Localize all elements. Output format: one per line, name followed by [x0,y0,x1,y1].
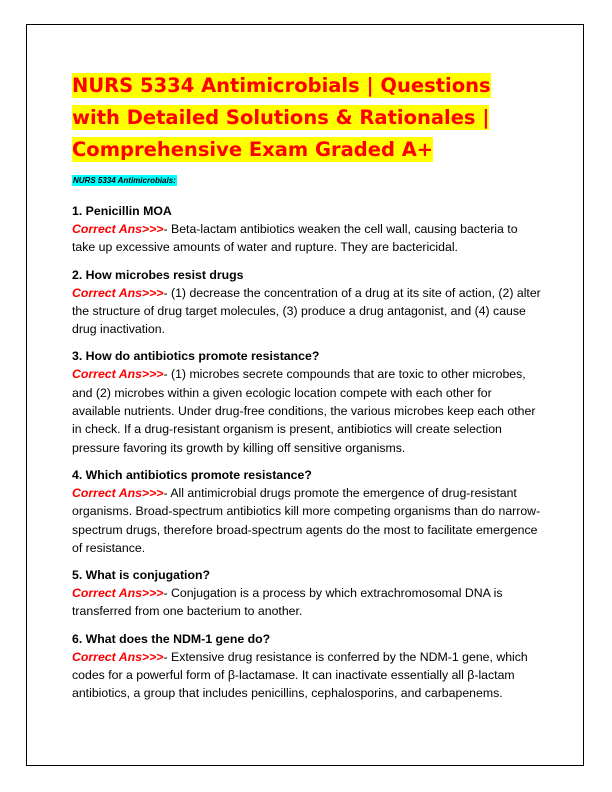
answer-text-4: - All antimicrobial drugs promote the emergence of drug-resistant organisms. Broad-spectrum antibiotics kill more competing organisms than do narrow-spectrum drugs, therefore broad-spectrum agents do the most to facilitate emergence of resistance. [72,485,541,555]
document-subtitle-highlight: NURS 5334 Antimicrobials: [73,176,176,185]
correct-answer-label: Correct Ans>>> [72,649,164,664]
document-subtitle [72,176,542,186]
answer-3 [72,365,542,456]
question-block-6 [72,630,542,703]
document-title [72,70,542,166]
answer-text-3: - (1) microbes secrete compounds that are toxic to other microbes, and (2) microbes within a given ecologic location compete with each other for available nutrients. Under drug-free conditions, the various microbes keep each other in check. If a drug-resistant organism is present, antibiotics will create selection pressure favoring its growth by killing off sensitive organisms. [72,367,536,455]
answer-6 [72,648,542,703]
question-block-4 [72,466,542,557]
answer-text-1: - Beta-lactam antibiotics weaken the cell wall, causing bacteria to take up excessive amounts of water and rupture. They are bactericidal. [72,222,518,255]
correct-answer-label: Correct Ans>>> [72,586,164,601]
question-2: 2. How microbes resist drugs [72,267,244,282]
question-3: 3. How do antibiotics promote resistance? [72,349,320,364]
question-6: 6. What does the NDM-1 gene do? [72,631,271,646]
answer-5 [72,584,542,621]
answer-text-2: - (1) decrease the concentration of a drug at its site of action, (2) alter the structure of drug target molecules, (3) produce a drug antagonist, and (4) cause drug inactivation. [72,285,541,337]
document-title-highlight: NURS 5334 Antimicrobials | Questions with Detailed Solutions & Rationales | Comprehensive Exam Graded A+ [72,74,491,161]
answer-4 [72,484,542,557]
correct-answer-label: Correct Ans>>> [72,285,164,300]
question-1: 1. Penicillin MOA [72,204,172,218]
question-5: 5. What is conjugation? [72,568,210,583]
answer-2 [72,284,542,339]
answer-text-6: - Extensive drug resistance is conferred by the NDM-1 gene, which codes for a powerful form of β-lactamase. It can inactivate essentially all β-lactam antibiotics, a group that includes penicillins, cephalosporins, and carbapenems. [72,649,528,701]
question-block-2 [72,266,542,339]
correct-answer-label: Correct Ans>>> [72,485,164,500]
question-block-1 [72,202,542,257]
question-block-3 [72,347,542,456]
question-4: 4. Which antibiotics promote resistance? [72,467,312,482]
answer-text-5: - Conjugation is a process by which extrachromosomal DNA is transferred from one bacterium to another. [72,586,503,619]
document-content [72,70,542,712]
question-block-5 [72,566,542,621]
answer-1 [72,220,542,257]
correct-answer-label: Correct Ans>>> [72,222,164,236]
correct-answer-label: Correct Ans>>> [72,367,164,382]
